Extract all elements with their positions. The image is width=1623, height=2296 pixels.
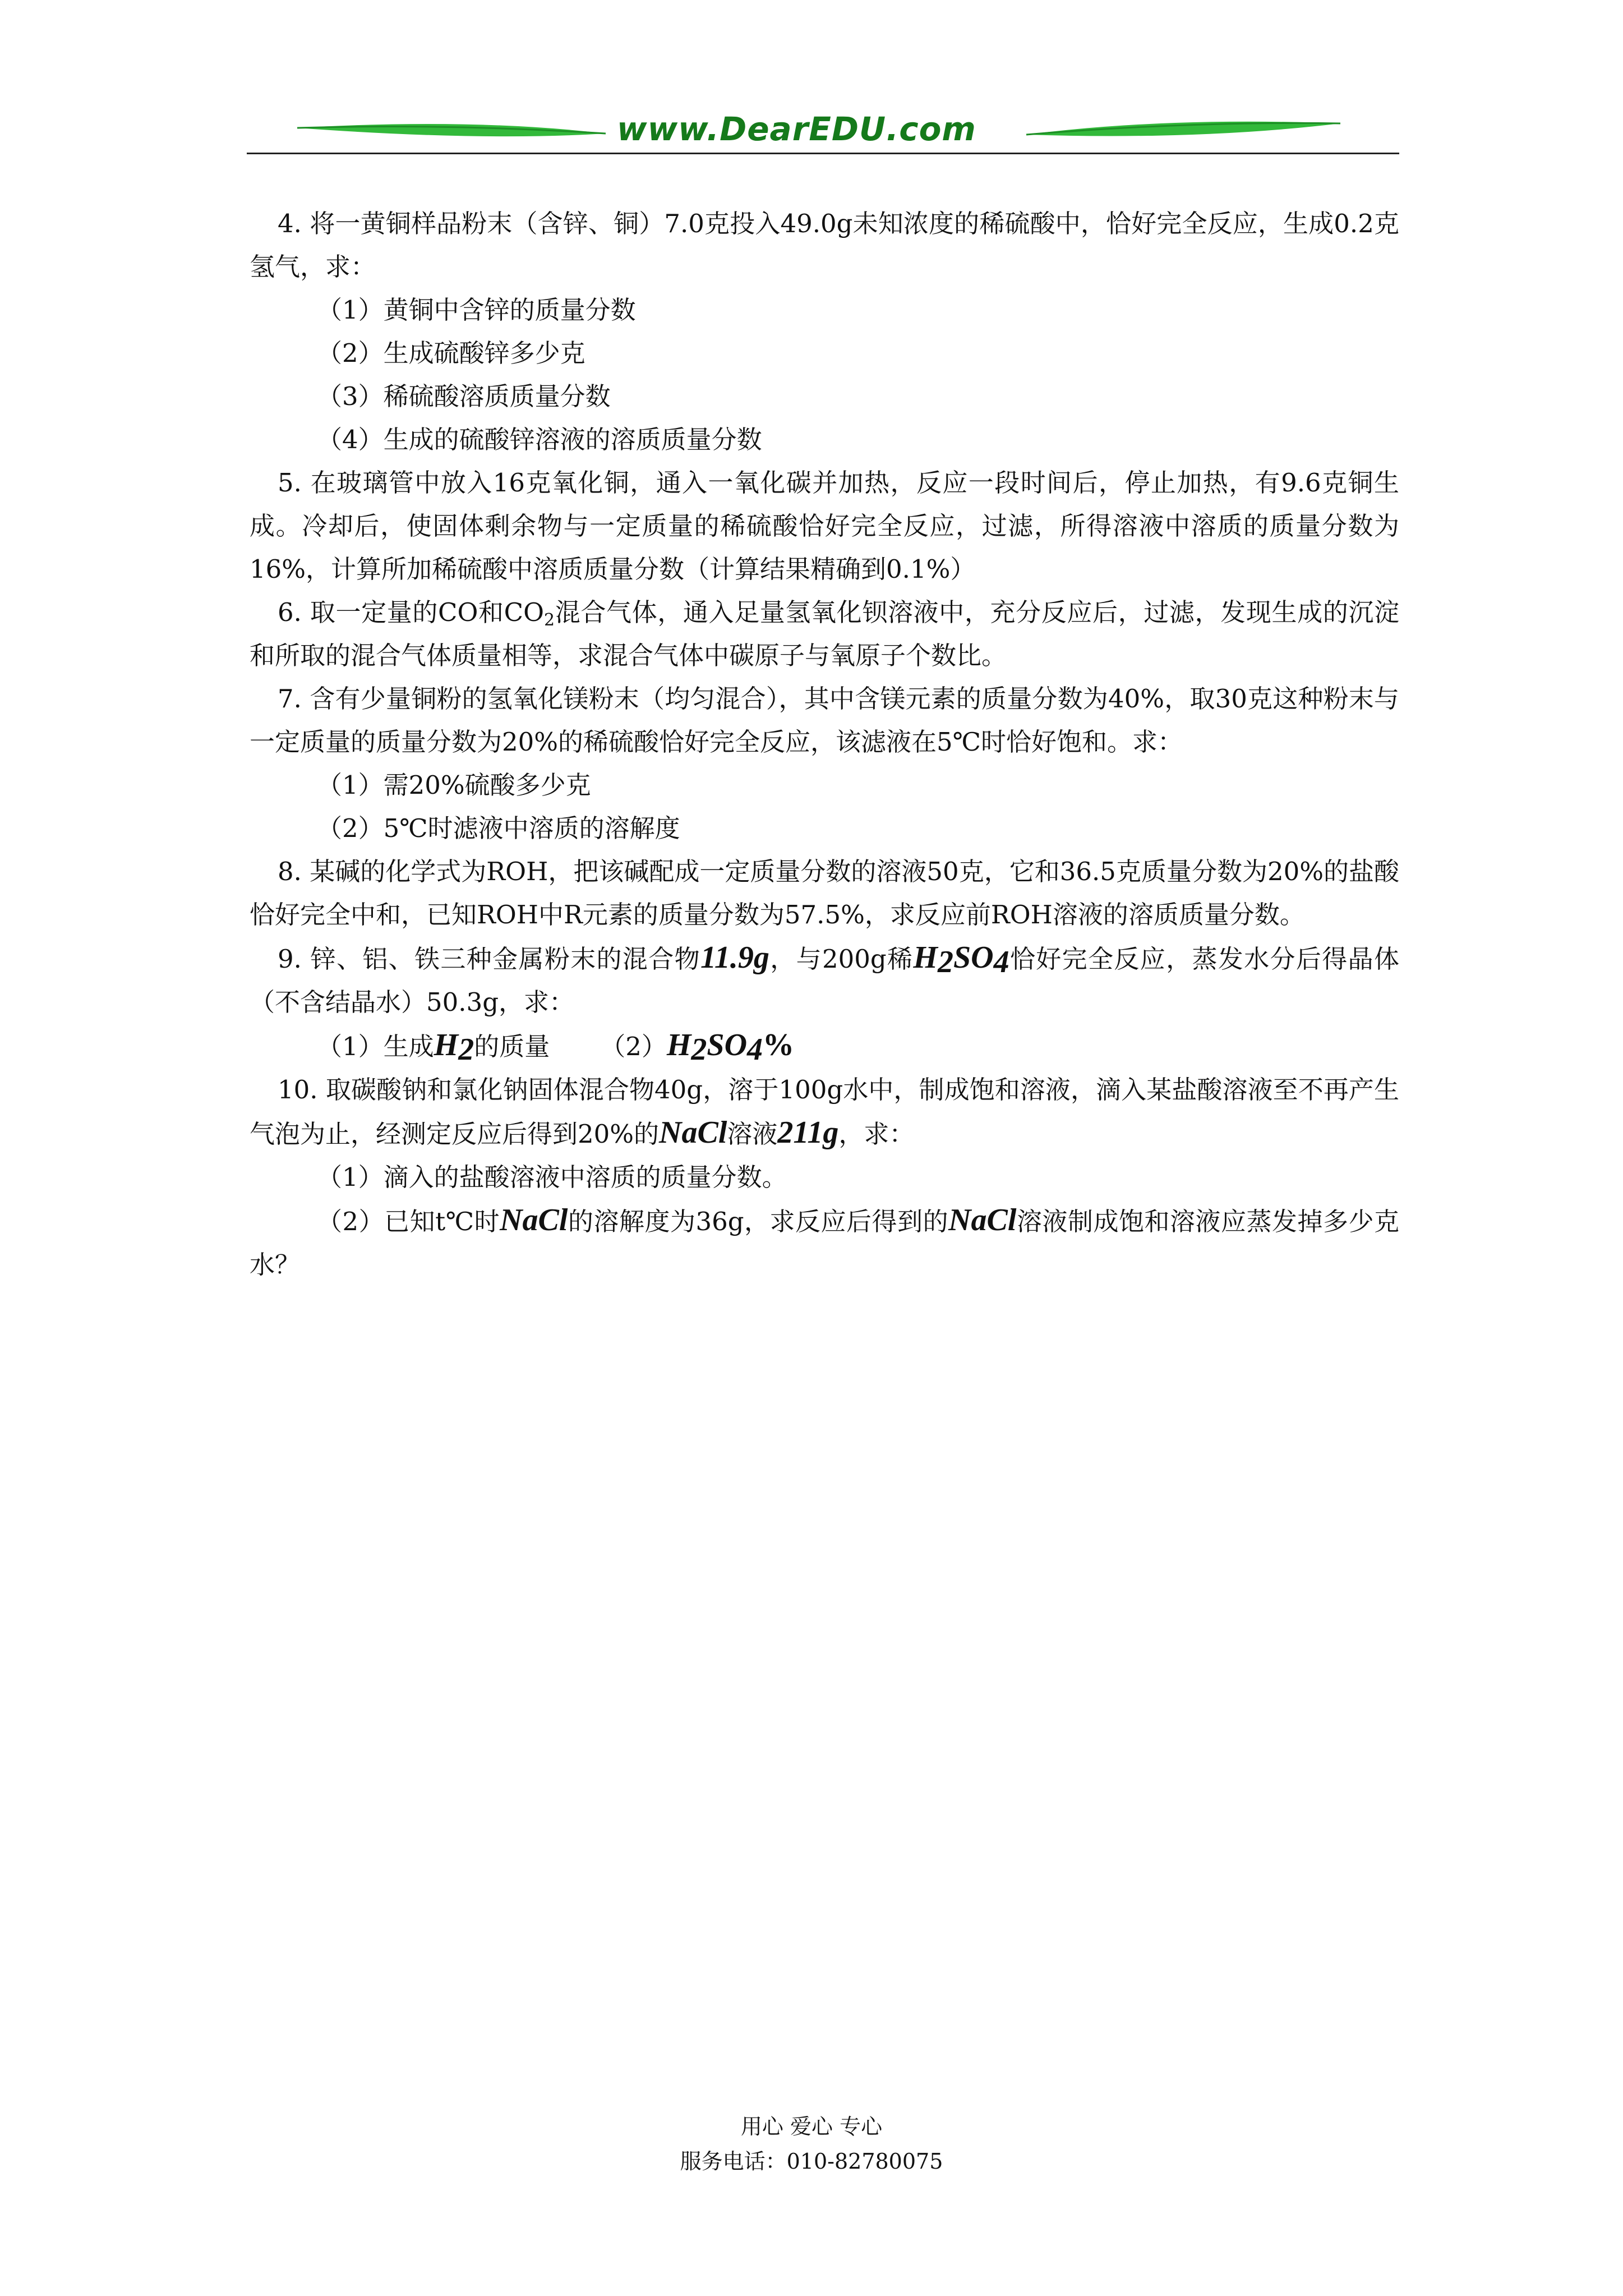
question-10-text-a: 10. 取碳酸钠和氯化钠固体混合物40g，溶于100g水中，制成饱和溶液，滴入某盐酸溶液至不再产生气泡为止，经测定反应后得到20%的: [250, 1075, 1399, 1149]
question-9-parts: [250, 1024, 1399, 1068]
question-6: [250, 591, 1399, 677]
question-9: [250, 936, 1399, 1024]
question-4-part-1: （1）黄铜中含锌的质量分数: [317, 295, 636, 325]
page-footer: [0, 2109, 1623, 2179]
formula-so: SO: [707, 1028, 748, 1062]
formula-h-subscript: 2: [458, 1032, 474, 1067]
formula-mass: 211g: [777, 1115, 839, 1150]
formula-so: SO: [953, 940, 994, 975]
question-4-part-4: （4）生成的硫酸锌溶液的溶质质量分数: [317, 425, 762, 454]
question-9-part-2-a: （2）: [600, 1032, 667, 1061]
formula-h: H: [434, 1028, 459, 1062]
formula-nacl: NaCl: [659, 1115, 727, 1150]
question-4: 4. 将一黄铜样品粉末（含锌、铜）7.0克投入49.0g未知浓度的稀硫酸中，恰好完全反应，生成0.2克氢气，求：: [250, 209, 1399, 282]
question-9-part-1-a: （1）生成: [317, 1032, 434, 1061]
question-9-text-b: ，与200g稀: [769, 944, 914, 974]
question-10-part-2-c: 溶液制成饱和溶液应蒸发掉多少克水？: [250, 1207, 1399, 1280]
site-logo[interactable]: www.DearEDU.com: [617, 110, 976, 148]
header-divider: [247, 153, 1399, 154]
question-10-text-b: 溶液: [727, 1119, 778, 1149]
question-4-part-3: （3）稀硫酸溶质质量分数: [317, 381, 611, 411]
question-4-part-2: （2）生成硫酸锌多少克: [317, 338, 585, 368]
formula-h: H: [666, 1028, 691, 1062]
formula-nacl: NaCl: [500, 1203, 568, 1237]
footer-phone: 服务电话：010-82780075: [680, 2149, 943, 2174]
question-9-text-a: 9. 锌、铝、铁三种金属粉末的混合物: [278, 944, 700, 974]
formula-mass: 11.9g: [700, 940, 769, 975]
question-6-text-b: 混合气体，通入足量氢氧化钡溶液中，充分反应后，过滤，发现生成的沉淀和所取的混合气体质量相等，求混合气体中碳原子与氧原子个数比。: [250, 597, 1399, 670]
formula-nacl: NaCl: [948, 1203, 1017, 1237]
question-10-part-2: [250, 1199, 1399, 1286]
question-6-text-a: 6. 取一定量的CO和CO: [278, 597, 544, 627]
co2-subscript: 2: [543, 610, 555, 630]
question-5: 5. 在玻璃管中放入16克氧化铜，通入一氧化碳并加热，反应一段时间后，停止加热，有9.6克铜生成。冷却后，使固体剩余物与一定质量的稀硫酸恰好完全反应，过滤，所得溶液中溶质的质量分数为16%，计算所加稀硫酸中溶质质量分数（计算结果精确到0.1%）: [250, 468, 1399, 584]
formula-so-subscript: 4: [747, 1032, 763, 1067]
question-8: 8. 某碱的化学式为ROH，把该碱配成一定质量分数的溶液50克，它和36.5克质量分数为20%的盐酸恰好完全中和，已知ROH中R元素的质量分数为57.5%，求反应前ROH溶液的溶质质量分数。: [250, 857, 1399, 930]
formula-h: H: [913, 940, 938, 975]
formula-h-subscript: 2: [691, 1032, 707, 1067]
document-body: [250, 202, 1399, 1286]
question-7-part-2: （2）5℃时滤液中溶质的溶解度: [317, 813, 680, 843]
question-10-part-2-b: 的溶解度为36g，求反应后得到的: [568, 1207, 949, 1236]
question-10-part-1: （1）滴入的盐酸溶液中溶质的质量分数。: [317, 1162, 787, 1192]
question-9-text-c: 恰好完全反应，蒸发水分后得晶体（不含结晶水）50.3g，求：: [250, 944, 1399, 1017]
question-7: 7. 含有少量铜粉的氢氧化镁粉末（均匀混合），其中含镁元素的质量分数为40%，取30克这种粉末与一定质量的质量分数为20%的稀硫酸恰好完全反应，该滤液在5℃时恰好饱和。求：: [250, 684, 1399, 757]
formula-percent: %: [763, 1028, 795, 1062]
formula-h-subscript: 2: [937, 945, 953, 979]
site-header: [247, 107, 1399, 157]
question-10-text-c: ，求：: [838, 1119, 915, 1149]
footer-slogan: 用心 爱心 专心: [740, 2114, 883, 2139]
question-10: [250, 1068, 1399, 1156]
question-10-part-2-a: （2）已知t℃时: [317, 1207, 500, 1236]
question-7-part-1: （1）需20%硫酸多少克: [317, 770, 591, 800]
formula-so-subscript: 4: [993, 945, 1009, 979]
question-9-part-1-b: 的质量: [474, 1032, 550, 1061]
